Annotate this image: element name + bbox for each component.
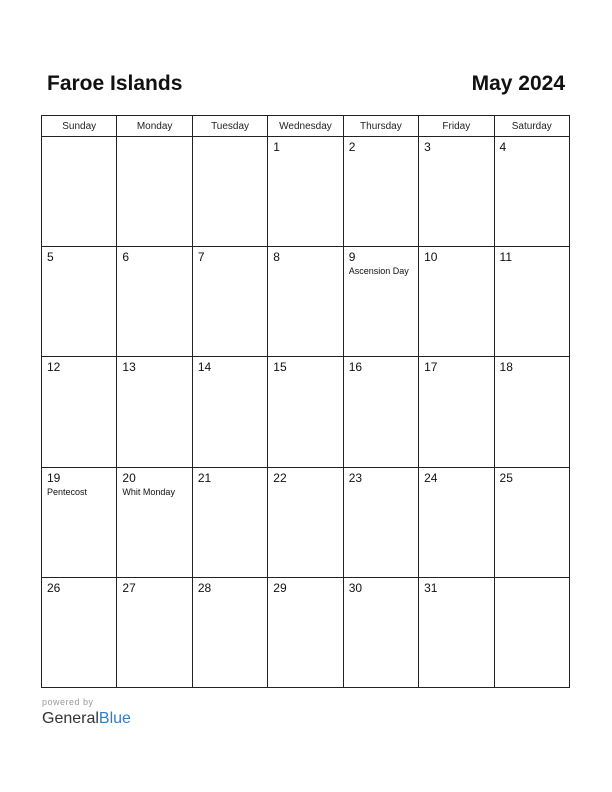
- weekday-header-monday: Monday: [117, 116, 192, 137]
- day-number: 26: [47, 580, 61, 595]
- day-cell: [419, 247, 494, 357]
- holiday-label: Pentecost: [47, 486, 88, 497]
- day-number: 5: [47, 250, 54, 265]
- day-cell: [42, 467, 117, 577]
- day-cell: [42, 137, 117, 247]
- day-cell: [494, 137, 569, 247]
- day-number: 4: [499, 140, 507, 154]
- day-number: 28: [197, 580, 212, 595]
- weekday-header-wednesday: Wednesday: [268, 116, 343, 137]
- day-number: 30: [348, 580, 363, 595]
- day-cell: [42, 247, 117, 357]
- day-cell: [419, 577, 494, 687]
- holiday-label: Whit Monday: [122, 486, 175, 497]
- day-cell: [192, 577, 267, 687]
- day-number: 6: [122, 250, 130, 265]
- month-year-title: May 2024: [471, 72, 565, 95]
- weekday-header-row: [42, 116, 570, 137]
- day-cell: [42, 577, 117, 687]
- weekday-header-friday: Friday: [419, 116, 494, 137]
- day-cell: [268, 357, 343, 467]
- day-cell: [343, 247, 418, 357]
- day-number: 18: [499, 360, 513, 375]
- week-row: [42, 137, 570, 247]
- weekday-header-thursday: Thursday: [343, 116, 418, 137]
- day-number: 19: [47, 470, 61, 485]
- day-number: 7: [197, 250, 205, 265]
- day-cell: [343, 357, 418, 467]
- day-cell: [192, 247, 267, 357]
- week-row: [42, 467, 570, 577]
- day-number: 24: [424, 470, 438, 485]
- brand-general: General: [42, 710, 99, 727]
- day-number: 27: [122, 580, 136, 595]
- week-row: [42, 357, 570, 467]
- brand-blue: Blue: [98, 710, 131, 727]
- day-cell: [494, 247, 569, 357]
- day-cell: [494, 467, 569, 577]
- week-row: [42, 577, 570, 687]
- generalblue-logo: [42, 709, 131, 729]
- day-cell: [192, 357, 267, 467]
- day-cell: [192, 467, 267, 577]
- powered-by-text: powered by: [42, 697, 94, 707]
- day-number: 15: [273, 360, 287, 375]
- day-number: 1: [273, 140, 280, 154]
- day-cell: [268, 137, 343, 247]
- day-cell: [419, 357, 494, 467]
- day-number: 9: [348, 250, 356, 265]
- day-cell: [117, 137, 192, 247]
- week-row: [42, 247, 570, 357]
- holiday-label: Ascension Day: [348, 266, 409, 277]
- day-number: 22: [273, 470, 287, 485]
- day-number: 21: [197, 470, 212, 485]
- day-cell: [268, 577, 343, 687]
- day-number: 25: [499, 470, 513, 485]
- day-cell: [117, 467, 192, 577]
- day-number: 14: [197, 360, 212, 375]
- day-cell: [117, 247, 192, 357]
- day-cell: [343, 467, 418, 577]
- day-cell: [494, 577, 569, 687]
- calendar-grid: [41, 115, 570, 688]
- region-title: Faroe Islands: [47, 72, 183, 95]
- day-number: 20: [122, 470, 136, 485]
- day-cell: [343, 137, 418, 247]
- day-number: 31: [424, 580, 438, 595]
- day-cell: [343, 577, 418, 687]
- day-number: 17: [424, 360, 438, 375]
- day-number: 3: [424, 140, 431, 154]
- day-number: 2: [348, 140, 356, 154]
- day-number: 13: [122, 360, 136, 375]
- day-number: 8: [273, 250, 280, 265]
- day-cell: [268, 467, 343, 577]
- day-cell: [419, 467, 494, 577]
- weekday-header-tuesday: Tuesday: [192, 116, 267, 137]
- day-cell: [494, 357, 569, 467]
- footer-branding: [42, 697, 131, 729]
- day-number: 16: [348, 360, 363, 375]
- day-cell: [192, 137, 267, 247]
- day-cell: [419, 137, 494, 247]
- day-cell: [268, 247, 343, 357]
- day-number: 11: [499, 250, 512, 265]
- day-number: 23: [348, 470, 363, 485]
- day-cell: [117, 577, 192, 687]
- weekday-header-sunday: Sunday: [42, 116, 117, 137]
- day-number: 10: [424, 250, 438, 265]
- day-number: 29: [273, 580, 287, 595]
- day-cell: [42, 357, 117, 467]
- day-number: 12: [47, 360, 61, 375]
- day-cell: [117, 357, 192, 467]
- weekday-header-saturday: Saturday: [494, 116, 569, 137]
